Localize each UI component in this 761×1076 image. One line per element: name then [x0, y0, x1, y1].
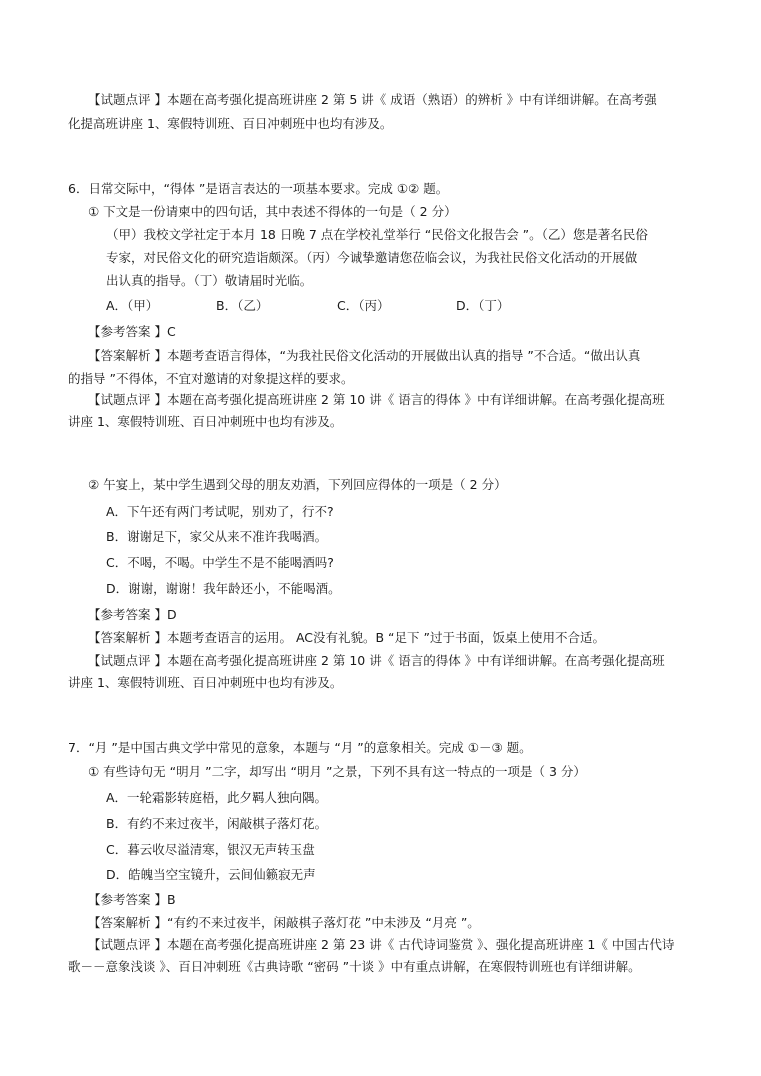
q6-analysis-line2: 的指导 ”不得体，不宜对邀请的对象提这样的要求。	[68, 371, 354, 386]
q6-review-line2: 讲座 1、寒假特训班、百日冲刺班中也均有涉及。	[68, 414, 343, 429]
q6-sub2-analysis: 【答案解析 】本题考查语言的运用。 AC没有礼貌。B “足下 ”过于书面，饭桌上使用不合适。	[88, 630, 605, 645]
q6-sub2-review-line1: 【试题点评 】本题在高考强化提高班讲座 2 第 10 讲《 语言的得体 》中有详细讲解。在高考强化提高班	[88, 653, 665, 668]
q6-option-b: B．（乙）	[216, 298, 269, 313]
q7-option-b: B．有约不来过夜半，闲敲棋子落灯花。	[106, 816, 328, 831]
review-top-line2: 化提高班讲座 1、寒假特训班、百日冲刺班中也均有涉及。	[68, 116, 393, 131]
q6-sub2-option-d: D．谢谢，谢谢！我年龄还小，不能喝酒。	[106, 581, 341, 596]
q6-stem: 6．日常交际中，“得体 ”是语言表达的一项基本要求。完成 ①② 题。	[68, 181, 449, 196]
q7-review-line1: 【试题点评 】本题在高考强化提高班讲座 2 第 23 讲《 古代诗词鉴赏 》、强化提高班讲座 1《 中国古代诗	[88, 937, 675, 952]
q6-sub2-answer: 【参考答案 】D	[88, 607, 177, 622]
q7-analysis: 【答案解析 】“有约不来过夜半，闲敲棋子落灯花 ”中未涉及 “月亮 ”。	[88, 915, 480, 930]
q6-sub2-prompt: ② 午宴上，某中学生遇到父母的朋友劝酒，下列回应得体的一项是（ 2 分）	[88, 477, 507, 492]
q7-option-a: A．一轮霜影转庭梧，此夕羁人独向隅。	[106, 790, 328, 805]
q7-review-line2: 歌－－意象浅谈 》、百日冲刺班《古典诗歌 “密码 ”十谈 》中有重点讲解，在寒假特训班也有详细讲解。	[68, 959, 641, 974]
q6-passage-line3: 出认真的指导。（丁）敬请届时光临。	[106, 273, 313, 288]
q7-answer: 【参考答案 】B	[88, 892, 176, 907]
q6-sub2-option-a: A．下午还有两门考试呢，别劝了，行不?	[106, 504, 334, 519]
q6-sub2-review-line2: 讲座 1、寒假特训班、百日冲刺班中也均有涉及。	[68, 675, 343, 690]
q7-option-c: C．暮云收尽溢清寒，银汉无声转玉盘	[106, 842, 315, 857]
q6-sub1-prompt: ① 下文是一份请柬中的四句话，其中表述不得体的一句是（ 2 分）	[88, 204, 457, 219]
q6-sub2-option-c: C．不喝，不喝。中学生不是不能喝酒吗?	[106, 555, 334, 570]
q6-option-a: A．（甲）	[106, 298, 159, 313]
q6-sub2-option-b: B．谢谢足下，家父从来不准许我喝酒。	[106, 529, 328, 544]
review-top-line1: 【试题点评 】本题在高考强化提高班讲座 2 第 5 讲《 成语（熟语）的辨析 》中有详细讲解。在高考强	[88, 92, 657, 107]
q6-passage-line1: （甲）我校文学社定于本月 18 日晚 7 点在学校礼堂举行 “民俗文化报告会 ”。（乙）您是著名民俗	[106, 227, 648, 242]
q6-answer: 【参考答案 】C	[88, 324, 176, 339]
q7-sub1-prompt: ① 有些诗句无 “明月 ”二字，却写出 “明月 ”之景，下列不具有这一特点的一项是（ 3 分）	[88, 764, 586, 779]
q6-option-c: C．（丙）	[337, 298, 390, 313]
q7-option-d: D．皓魄当空宝镜升，云间仙籁寂无声	[106, 867, 316, 882]
q6-option-d: D．（丁）	[456, 298, 510, 313]
q7-stem: 7．“月 ”是中国古典文学中常见的意象，本题与 “月 ”的意象相关。完成 ①－③ 题。	[68, 740, 532, 755]
q6-analysis-line1: 【答案解析 】本题考查语言得体，“为我社民俗文化活动的开展做出认真的指导 ”不合适。“做出认真	[88, 348, 641, 363]
q6-passage-line2: 专家，对民俗文化的研究造诣颇深。（丙）今诚挚邀请您莅临会议，为我社民俗文化活动的开展做	[106, 250, 638, 265]
q6-review-line1: 【试题点评 】本题在高考强化提高班讲座 2 第 10 讲《 语言的得体 》中有详细讲解。在高考强化提高班	[88, 392, 665, 407]
